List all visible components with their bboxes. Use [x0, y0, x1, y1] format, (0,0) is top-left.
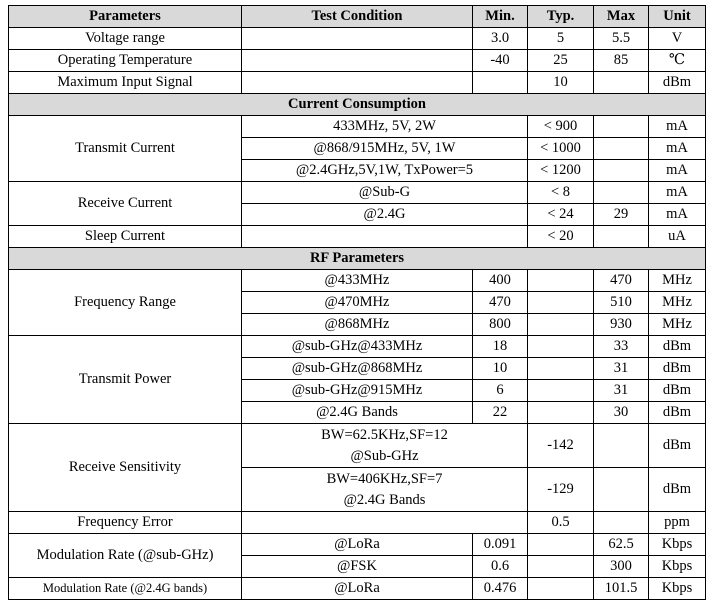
spec-table	[8, 5, 706, 600]
condition-cell: @sub-GHz@433MHz	[242, 336, 473, 358]
typ-cell: 25	[528, 50, 594, 72]
condition-cell	[242, 72, 473, 94]
typ-cell: < 900	[528, 116, 594, 138]
header-test-condition: Test Condition	[242, 6, 473, 28]
min-cell	[473, 72, 528, 94]
section-row	[9, 248, 706, 270]
unit-cell: MHz	[649, 270, 706, 292]
condition-cell: @Sub-G	[242, 182, 528, 204]
unit-cell: ℃	[649, 50, 706, 72]
typ-cell	[528, 556, 594, 578]
typ-cell: < 8	[528, 182, 594, 204]
unit-cell: dBm	[649, 468, 706, 512]
min-cell: 22	[473, 402, 528, 424]
min-cell: 0.091	[473, 534, 528, 556]
typ-cell: -142	[528, 424, 594, 468]
max-cell	[594, 160, 649, 182]
condition-line: @Sub-GHz	[350, 447, 419, 464]
typ-cell	[528, 578, 594, 600]
condition-cell: @2.4G Bands	[242, 402, 473, 424]
condition-cell: @2.4G	[242, 204, 528, 226]
typ-cell: < 1000	[528, 138, 594, 160]
section-row	[9, 94, 706, 116]
condition-cell: 433MHz, 5V, 2W	[242, 116, 528, 138]
section-current-consumption: Current Consumption	[9, 94, 706, 116]
max-cell	[594, 226, 649, 248]
condition-cell: @2.4GHz,5V,1W, TxPower=5	[242, 160, 528, 182]
condition-cell	[242, 226, 528, 248]
unit-cell: mA	[649, 182, 706, 204]
table-row	[9, 182, 706, 204]
condition-cell	[242, 424, 528, 468]
typ-cell	[528, 336, 594, 358]
table-row	[9, 424, 706, 468]
unit-cell: dBm	[649, 72, 706, 94]
max-cell: 470	[594, 270, 649, 292]
param-max-input-signal: Maximum Input Signal	[9, 72, 242, 94]
max-cell: 930	[594, 314, 649, 336]
unit-cell: mA	[649, 138, 706, 160]
table-row	[9, 512, 706, 534]
typ-cell	[528, 270, 594, 292]
max-cell: 510	[594, 292, 649, 314]
param-transmit-power: Transmit Power	[9, 336, 242, 424]
min-cell: 10	[473, 358, 528, 380]
param-transmit-current: Transmit Current	[9, 116, 242, 182]
condition-cell	[242, 28, 473, 50]
typ-cell	[528, 380, 594, 402]
typ-cell	[528, 534, 594, 556]
param-frequency-range: Frequency Range	[9, 270, 242, 336]
unit-cell: dBm	[649, 424, 706, 468]
unit-cell: dBm	[649, 358, 706, 380]
header-row	[9, 6, 706, 28]
unit-cell: mA	[649, 116, 706, 138]
max-cell: 85	[594, 50, 649, 72]
table-row	[9, 534, 706, 556]
table-row	[9, 28, 706, 50]
param-frequency-error: Frequency Error	[9, 512, 242, 534]
condition-cell: @sub-GHz@915MHz	[242, 380, 473, 402]
unit-cell: mA	[649, 204, 706, 226]
typ-cell: < 24	[528, 204, 594, 226]
max-cell	[594, 424, 649, 468]
unit-cell: uA	[649, 226, 706, 248]
max-cell	[594, 72, 649, 94]
condition-cell	[242, 512, 528, 534]
min-cell: 800	[473, 314, 528, 336]
condition-cell: @868MHz	[242, 314, 473, 336]
max-cell: 5.5	[594, 28, 649, 50]
min-cell: 0.6	[473, 556, 528, 578]
typ-cell	[528, 314, 594, 336]
condition-cell	[242, 468, 528, 512]
max-cell: 29	[594, 204, 649, 226]
unit-cell: Kbps	[649, 578, 706, 600]
unit-cell: dBm	[649, 402, 706, 424]
condition-line: BW=406KHz,SF=7	[326, 470, 443, 487]
min-cell: 18	[473, 336, 528, 358]
condition-cell: @470MHz	[242, 292, 473, 314]
typ-cell	[528, 358, 594, 380]
unit-cell: mA	[649, 160, 706, 182]
table-row	[9, 336, 706, 358]
typ-cell: 10	[528, 72, 594, 94]
unit-cell: dBm	[649, 380, 706, 402]
header-parameters: Parameters	[9, 6, 242, 28]
param-sleep-current: Sleep Current	[9, 226, 242, 248]
header-unit: Unit	[649, 6, 706, 28]
max-cell	[594, 468, 649, 512]
typ-cell	[528, 292, 594, 314]
unit-cell: dBm	[649, 336, 706, 358]
param-receive-current: Receive Current	[9, 182, 242, 226]
condition-line: @2.4G Bands	[343, 491, 426, 508]
param-voltage-range: Voltage range	[9, 28, 242, 50]
max-cell	[594, 512, 649, 534]
unit-cell: ppm	[649, 512, 706, 534]
unit-cell: Kbps	[649, 556, 706, 578]
param-modulation-rate-subghz: Modulation Rate (@sub-GHz)	[9, 534, 242, 578]
unit-cell: V	[649, 28, 706, 50]
table-row	[9, 270, 706, 292]
typ-cell: < 20	[528, 226, 594, 248]
max-cell: 62.5	[594, 534, 649, 556]
table-row	[9, 50, 706, 72]
unit-cell: Kbps	[649, 534, 706, 556]
typ-cell: 0.5	[528, 512, 594, 534]
table-row	[9, 72, 706, 94]
param-operating-temperature: Operating Temperature	[9, 50, 242, 72]
condition-cell: @LoRa	[242, 534, 473, 556]
condition-cell: @FSK	[242, 556, 473, 578]
min-cell: 470	[473, 292, 528, 314]
section-rf-parameters: RF Parameters	[9, 248, 706, 270]
min-cell: 6	[473, 380, 528, 402]
table-row	[9, 116, 706, 138]
condition-line: BW=62.5KHz,SF=12	[321, 426, 448, 443]
min-cell: -40	[473, 50, 528, 72]
max-cell: 101.5	[594, 578, 649, 600]
max-cell	[594, 138, 649, 160]
max-cell	[594, 116, 649, 138]
condition-cell: @433MHz	[242, 270, 473, 292]
max-cell	[594, 182, 649, 204]
max-cell: 30	[594, 402, 649, 424]
param-modulation-rate-24g: Modulation Rate (@2.4G bands)	[9, 578, 242, 600]
max-cell: 33	[594, 336, 649, 358]
typ-cell: 5	[528, 28, 594, 50]
param-receive-sensitivity: Receive Sensitivity	[9, 424, 242, 512]
table-row	[9, 578, 706, 600]
table-row	[9, 226, 706, 248]
header-typ: Typ.	[528, 6, 594, 28]
condition-cell: @LoRa	[242, 578, 473, 600]
min-cell: 3.0	[473, 28, 528, 50]
header-min: Min.	[473, 6, 528, 28]
max-cell: 31	[594, 358, 649, 380]
max-cell: 31	[594, 380, 649, 402]
header-max: Max	[594, 6, 649, 28]
typ-cell: -129	[528, 468, 594, 512]
typ-cell	[528, 402, 594, 424]
condition-cell: @sub-GHz@868MHz	[242, 358, 473, 380]
min-cell: 0.476	[473, 578, 528, 600]
max-cell: 300	[594, 556, 649, 578]
condition-cell	[242, 50, 473, 72]
min-cell: 400	[473, 270, 528, 292]
typ-cell: < 1200	[528, 160, 594, 182]
unit-cell: MHz	[649, 292, 706, 314]
condition-cell: @868/915MHz, 5V, 1W	[242, 138, 528, 160]
unit-cell: MHz	[649, 314, 706, 336]
